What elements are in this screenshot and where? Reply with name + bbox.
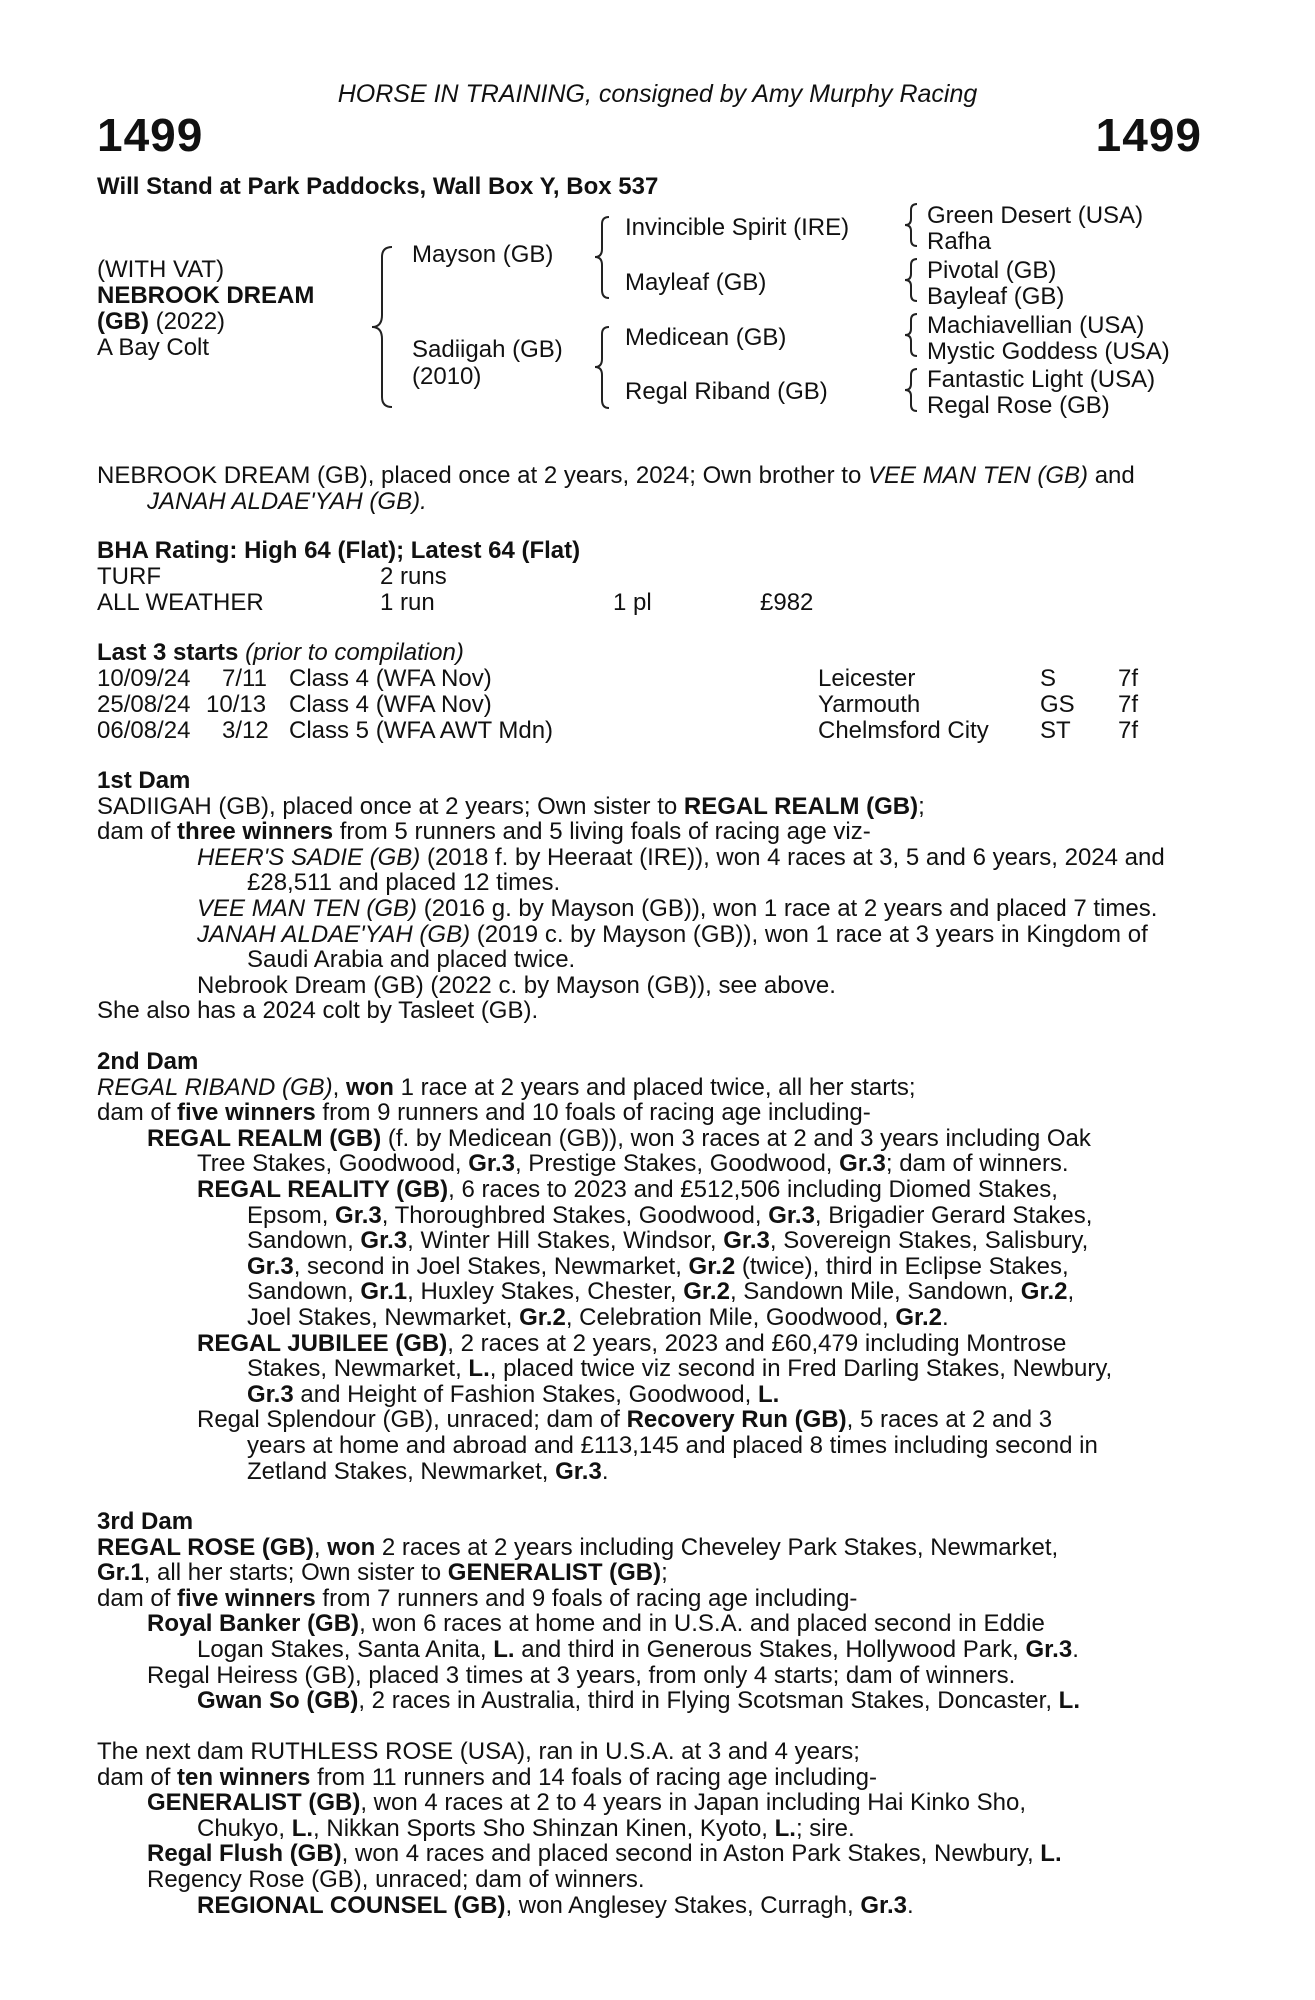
start-1-going: S xyxy=(1040,665,1057,692)
start-1-position: 7/11 xyxy=(222,665,267,692)
third-dam-title: 3rd Dam xyxy=(97,1508,194,1535)
rating-row-turf-runs: 2 runs xyxy=(380,563,447,590)
pedigree-brace-gs4 xyxy=(903,367,919,413)
bha-rating-title: BHA Rating: High 64 (Flat); Latest 64 (Flat) xyxy=(97,537,581,564)
start-3-distance: 7f xyxy=(1118,717,1139,744)
start-3-going: ST xyxy=(1040,717,1071,744)
start-3-date: 06/08/24 xyxy=(97,717,191,744)
pedigree-dam: Sadiigah (GB) xyxy=(412,336,563,363)
rating-row-turf-surface: TURF xyxy=(97,563,161,590)
pedigree-ggs-4: Bayleaf (GB) xyxy=(927,283,1065,310)
pedigree-brace-main xyxy=(370,245,394,410)
start-1-race: Class 4 (WFA Nov) xyxy=(289,665,492,692)
pedigree-ggs-3: Pivotal (GB) xyxy=(927,257,1057,284)
pedigree-brace-gs1 xyxy=(903,202,919,248)
pedigree-brace-gs2 xyxy=(903,257,919,303)
intro-paragraph: NEBROOK DREAM (GB), placed once at 2 years, 2024; Own brother to VEE MAN TEN (GB) and JANAH ALDAE'YAH (GB). xyxy=(97,462,1135,515)
horse-country-year: (GB) (2022) xyxy=(97,308,226,335)
start-2-going: GS xyxy=(1040,691,1075,718)
pedigree-brace-gs3 xyxy=(903,312,919,358)
pedigree-sire: Mayson (GB) xyxy=(412,241,554,268)
start-1-distance: 7f xyxy=(1118,665,1139,692)
start-3-race: Class 5 (WFA AWT Mdn) xyxy=(289,717,554,744)
pedigree-brace-dam xyxy=(593,325,611,410)
lot-number-right: 1499 xyxy=(1095,109,1202,161)
lot-number-left: 1499 xyxy=(97,109,204,161)
rating-row-aw-placed: 1 pl xyxy=(613,589,652,616)
pedigree-grandsire-4: Regal Riband (GB) xyxy=(625,378,828,405)
pedigree-ggs-1: Green Desert (USA) xyxy=(927,202,1144,229)
vat-note: (WITH VAT) xyxy=(97,256,225,283)
pedigree-ggs-6: Mystic Goddess (USA) xyxy=(927,338,1170,365)
second-dam-section: 2nd Dam REGAL RIBAND (GB), won 1 race at 2 years and placed twice, all her starts; dam of five winners from 9 runners and 10 foals of racing age including- REGAL REALM (GB) (f. by Medicean (GB)), won 3 races at 2 and 3 years including Oak Tree Stakes, Goodwood, Gr.3, Prestige Stakes, Goodwood, Gr.3; dam of winners. REGAL REALITY (GB), 6 races to 2023 and £512,506 including Diomed Stakes, Epsom, Gr.3, Thoroughbred Stakes, Goodwood, Gr.3, Brigadier Gerard Stakes, Sandown, Gr.3, Winter Hill Stakes, Windsor, Gr.3, Sovereign Stakes, Salisbury, Gr.3, second in Joel Stakes, Newmarket, Gr.2 (twice), third in Eclipse Stakes, Sandown, Gr.1, Huxley Stakes, Chester, Gr.2, Sandown Mile, Sandown, Gr.2, Joel Stakes, Newmarket, Gr.2, Celebration Mile, Goodwood, Gr.2. REGAL JUBILEE (GB), 2 races at 2 years, 2023 and £60,479 including Montrose Stakes, Newmarket, L., placed twice viz second in Fred Darling Stakes, Newbury, Gr.3 and Height of Fashion Stakes, Goodwood, L. Regal Splendour (GB), unraced; dam of Recovery Run (GB), 5 races at 2 and 3 years at home and abroad and £113,145 and placed 8 times including second in Zetland Stakes, Newmarket, Gr.3. xyxy=(97,1049,1207,1484)
start-3-course: Chelmsford City xyxy=(818,717,989,744)
pedigree-ggs-2: Rafha xyxy=(927,228,992,255)
start-2-race: Class 4 (WFA Nov) xyxy=(289,691,492,718)
pedigree-ggs-5: Machiavellian (USA) xyxy=(927,312,1145,339)
consignor-header: HORSE IN TRAINING, consigned by Amy Murphy Racing xyxy=(337,80,978,108)
start-2-distance: 7f xyxy=(1118,691,1139,718)
rating-row-aw-runs: 1 run xyxy=(380,589,435,616)
first-dam-section: 1st Dam SADIIGAH (GB), placed once at 2 years; Own sister to REGAL REALM (GB); dam of three winners from 5 runners and 5 living foals of racing age viz- HEER'S SADIE (GB) (2018 f. by Heeraat (IRE)), won 4 races at 3, 5 and 6 years, 2024 and £28,511 and placed 12 times. VEE MAN TEN (GB) (2016 g. by Mayson (GB)), won 1 race at 2 years and placed 7 times. JANAH ALDAE'YAH (GB) (2019 c. by Mayson (GB)), won 1 race at 3 years in Kingdom of Saudi Arabia and placed twice. Nebrook Dream (GB) (2022 c. by Mayson (GB)), see above. She also has a 2024 colt by Tasleet (GB). xyxy=(97,768,1207,1024)
next-dam-section: The next dam RUTHLESS ROSE (USA), ran in U.S.A. at 3 and 4 years; dam of ten winners from 11 runners and 14 foals of racing age including- GENERALIST (GB), won 4 races at 2 to 4 years in Japan including Hai Kinko Sho, Chukyo, L., Nikkan Sports Sho Shinzan Kinen, Kyoto, L.; sire. Regal Flush (GB), won 4 races and placed second in Aston Park Stakes, Newbury, L. Regency Rose (GB), unraced; dam of winners. REGIONAL COUNSEL (GB), won Anglesey Stakes, Curragh, Gr.3. xyxy=(97,1738,1062,1919)
pedigree-brace-sire xyxy=(593,215,611,300)
third-dam-section: 3rd Dam REGAL ROSE (GB), won 2 races at 2 years including Cheveley Park Stakes, Newmarket, Gr.1, all her starts; Own sister to GENERALIST (GB); dam of five winners from 7 runners and 9 foals of racing age including- Royal Banker (GB), won 6 races at home and in U.S.A. and placed second in Eddie Logan Stakes, Santa Anita, L. and third in Generous Stakes, Hollywood Park, Gr.3. Regal Heiress (GB), placed 3 times at 3 years, from only 4 starts; dam of winners. Gwan So (GB), 2 races in Australia, third in Flying Scotsman Stakes, Doncaster, L. xyxy=(97,1509,1207,1714)
stand-location: Will Stand at Park Paddocks, Wall Box Y, Box 537 xyxy=(97,173,659,200)
rating-row-aw-surface: ALL WEATHER xyxy=(97,589,264,616)
start-3-position: 3/12 xyxy=(222,717,269,744)
pedigree-ggs-7: Fantastic Light (USA) xyxy=(927,366,1156,393)
horse-description: A Bay Colt xyxy=(97,334,210,361)
pedigree-ggs-8: Regal Rose (GB) xyxy=(927,392,1110,419)
start-2-course: Yarmouth xyxy=(818,691,921,718)
first-dam-title: 1st Dam xyxy=(97,767,191,794)
start-2-position: 10/13 xyxy=(206,691,267,718)
start-1-course: Leicester xyxy=(818,665,916,692)
last-starts-title: Last 3 starts (prior to compilation) xyxy=(97,639,464,666)
pedigree-grandsire-3: Medicean (GB) xyxy=(625,324,787,351)
pedigree-dam-year: (2010) xyxy=(412,363,482,390)
start-1-date: 10/09/24 xyxy=(97,665,191,692)
second-dam-title: 2nd Dam xyxy=(97,1048,199,1075)
pedigree-grandsire-1: Invincible Spirit (IRE) xyxy=(625,214,850,241)
start-2-date: 25/08/24 xyxy=(97,691,191,718)
pedigree-grandsire-2: Mayleaf (GB) xyxy=(625,269,767,296)
horse-name: NEBROOK DREAM xyxy=(97,282,315,309)
rating-row-aw-prize: £982 xyxy=(760,589,814,616)
